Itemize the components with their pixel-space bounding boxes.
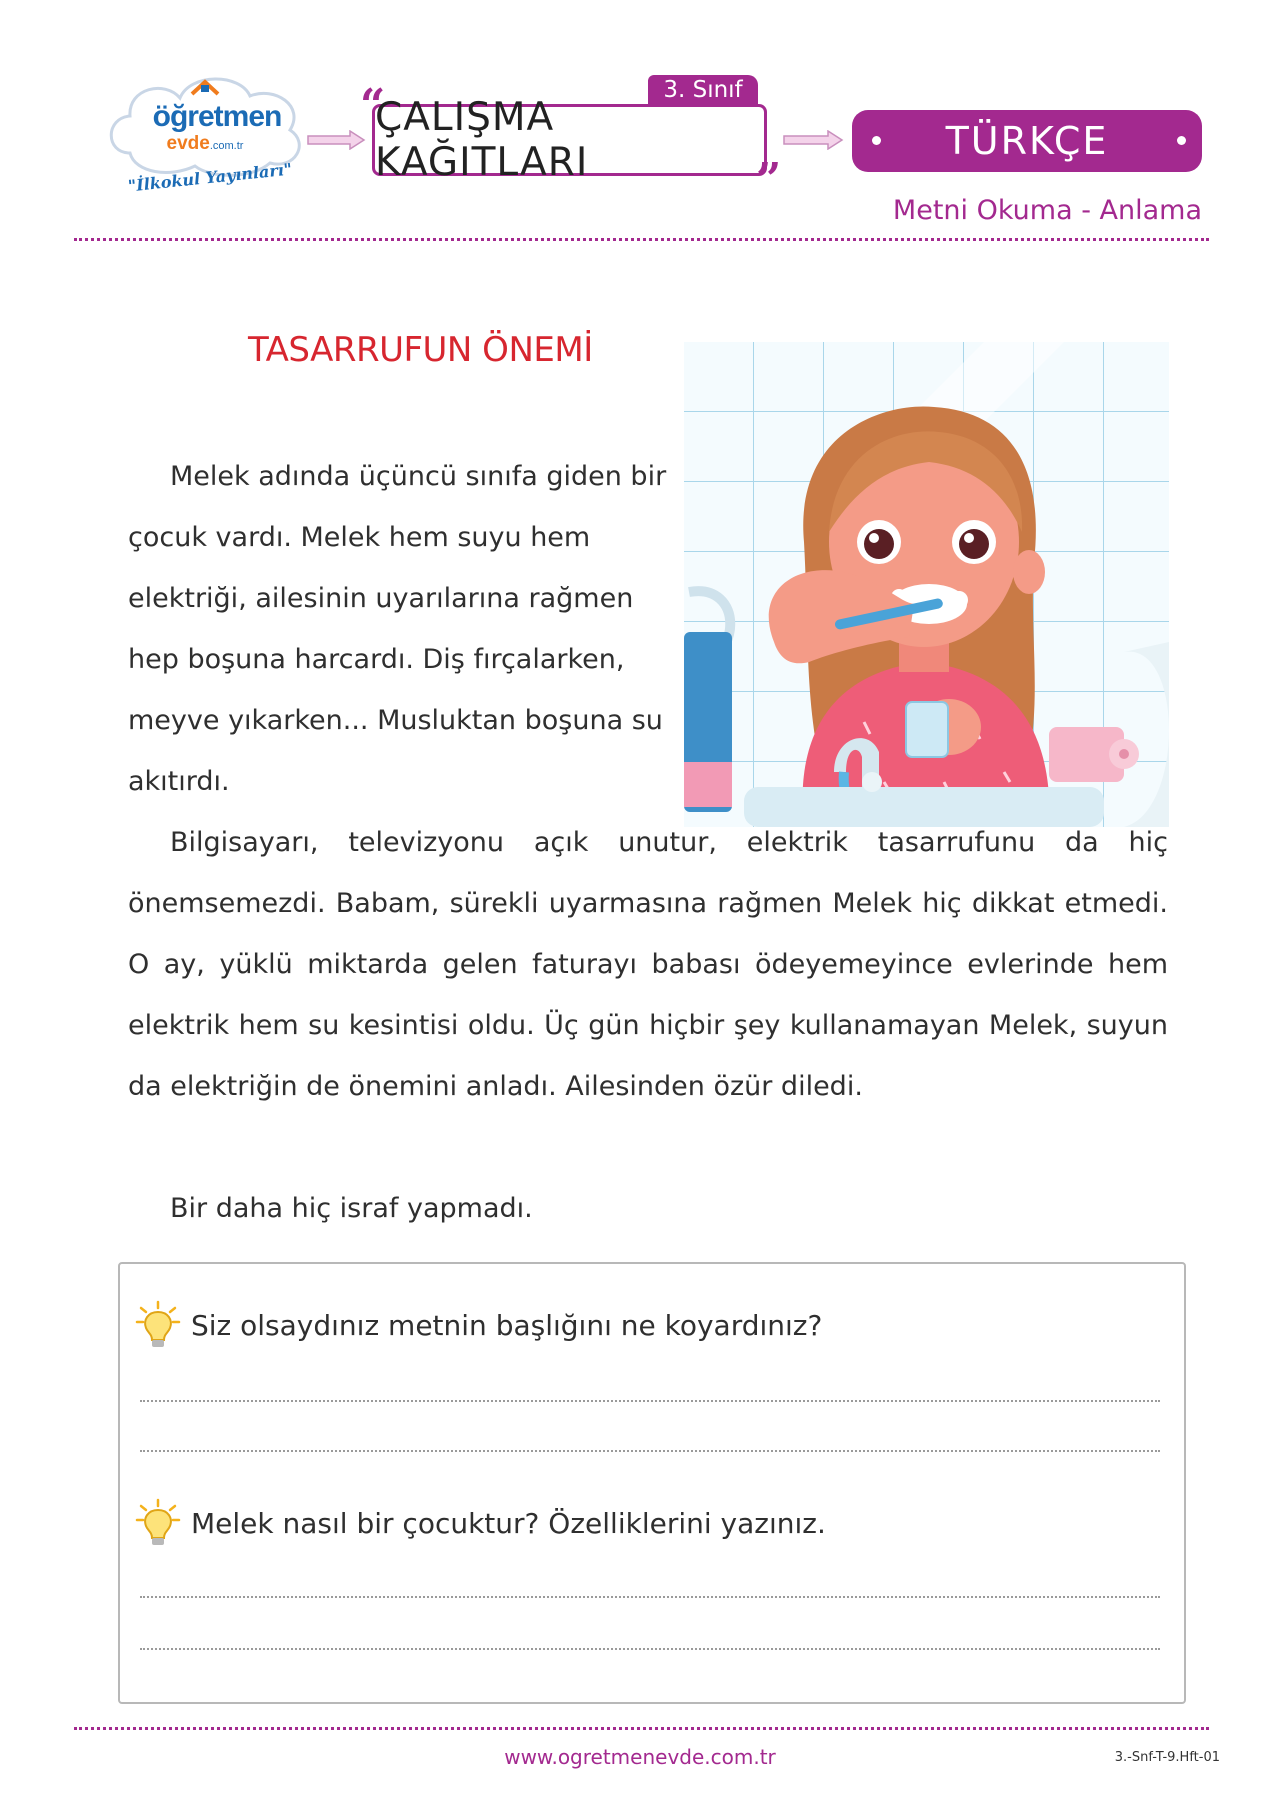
bullet-dot-icon (872, 136, 881, 145)
answer-line[interactable] (140, 1596, 1160, 1598)
header-divider (74, 238, 1209, 241)
question-2 (135, 1498, 1155, 1548)
arrow-right-icon (782, 130, 844, 150)
story-paragraph-1: Melek adında üçüncü sınıfa giden bir çocuk vardı. Melek hem suyu hem elektriği, ailesinin uyarılarına rağmen hep boşuna harcardı. Diş fırçalarken, meyve yıkarken... Musluktan boşuna su akıtırdı. (128, 461, 667, 797)
subject-pill: TÜRKÇE (852, 110, 1202, 172)
publisher-logo (100, 58, 310, 208)
worksheet-code: 3.-Snf-T-9.Hft-01 (1114, 1750, 1220, 1765)
answer-line[interactable] (140, 1450, 1160, 1452)
logo-tagline: "İlkokul Yayınları" (127, 159, 293, 196)
story-paragraph-2: Bilgisayarı, televizyonu açık unutur, elektrik tasarrufunu da hiç önemsemezdi. Babam, sürekli uyarmasına rağmen Melek hiç dikkat etmedi. O ay, yüklü miktarda gelen faturayı babası ödeyemeyince evlerinde hem elektrik hem su kesintisi oldu. Üç gün hiçbir şey kullanamayan Melek, suyun da elektriğin de önemini anladı. Ailesinden özür diledi. (128, 827, 1168, 1102)
open-quote-icon: “ (360, 80, 386, 131)
girl-brushing-teeth-illustration (684, 342, 1169, 827)
logo-brand-bottom (100, 134, 310, 153)
story-title: TASARRUFUN ÖNEMİ (248, 330, 593, 370)
question-text: Siz olsaydınız metnin başlığını ne koyardınız? (191, 1308, 823, 1342)
lightbulb-icon (135, 1498, 181, 1548)
worksheet-title: ÇALIŞMA KAĞITLARI (372, 104, 767, 176)
footer-url-link[interactable]: www.ogretmenevde.com.tr (504, 1745, 776, 1769)
question-1 (135, 1300, 1155, 1350)
story-paragraph-3: Bir daha hiç israf yapmadı. (170, 1193, 533, 1224)
footer-divider (74, 1727, 1209, 1730)
bullet-dot-icon (1177, 136, 1186, 145)
question-text: Melek nasıl bir çocuktur? Özelliklerini yazınız. (191, 1506, 826, 1540)
answer-line[interactable] (140, 1648, 1160, 1650)
answer-line[interactable] (140, 1400, 1160, 1402)
section-label: Metni Okuma - Anlama (892, 195, 1202, 226)
logo-brand-top: öğretmen (152, 100, 282, 133)
logo-domain: .com.tr (209, 140, 244, 152)
arrow-right-icon (306, 130, 366, 150)
grade-badge: 3. Sınıf (648, 75, 758, 105)
close-quote-icon: ” (756, 154, 782, 205)
lightbulb-icon (135, 1300, 181, 1350)
logo-brand-evde: evde (166, 133, 210, 154)
